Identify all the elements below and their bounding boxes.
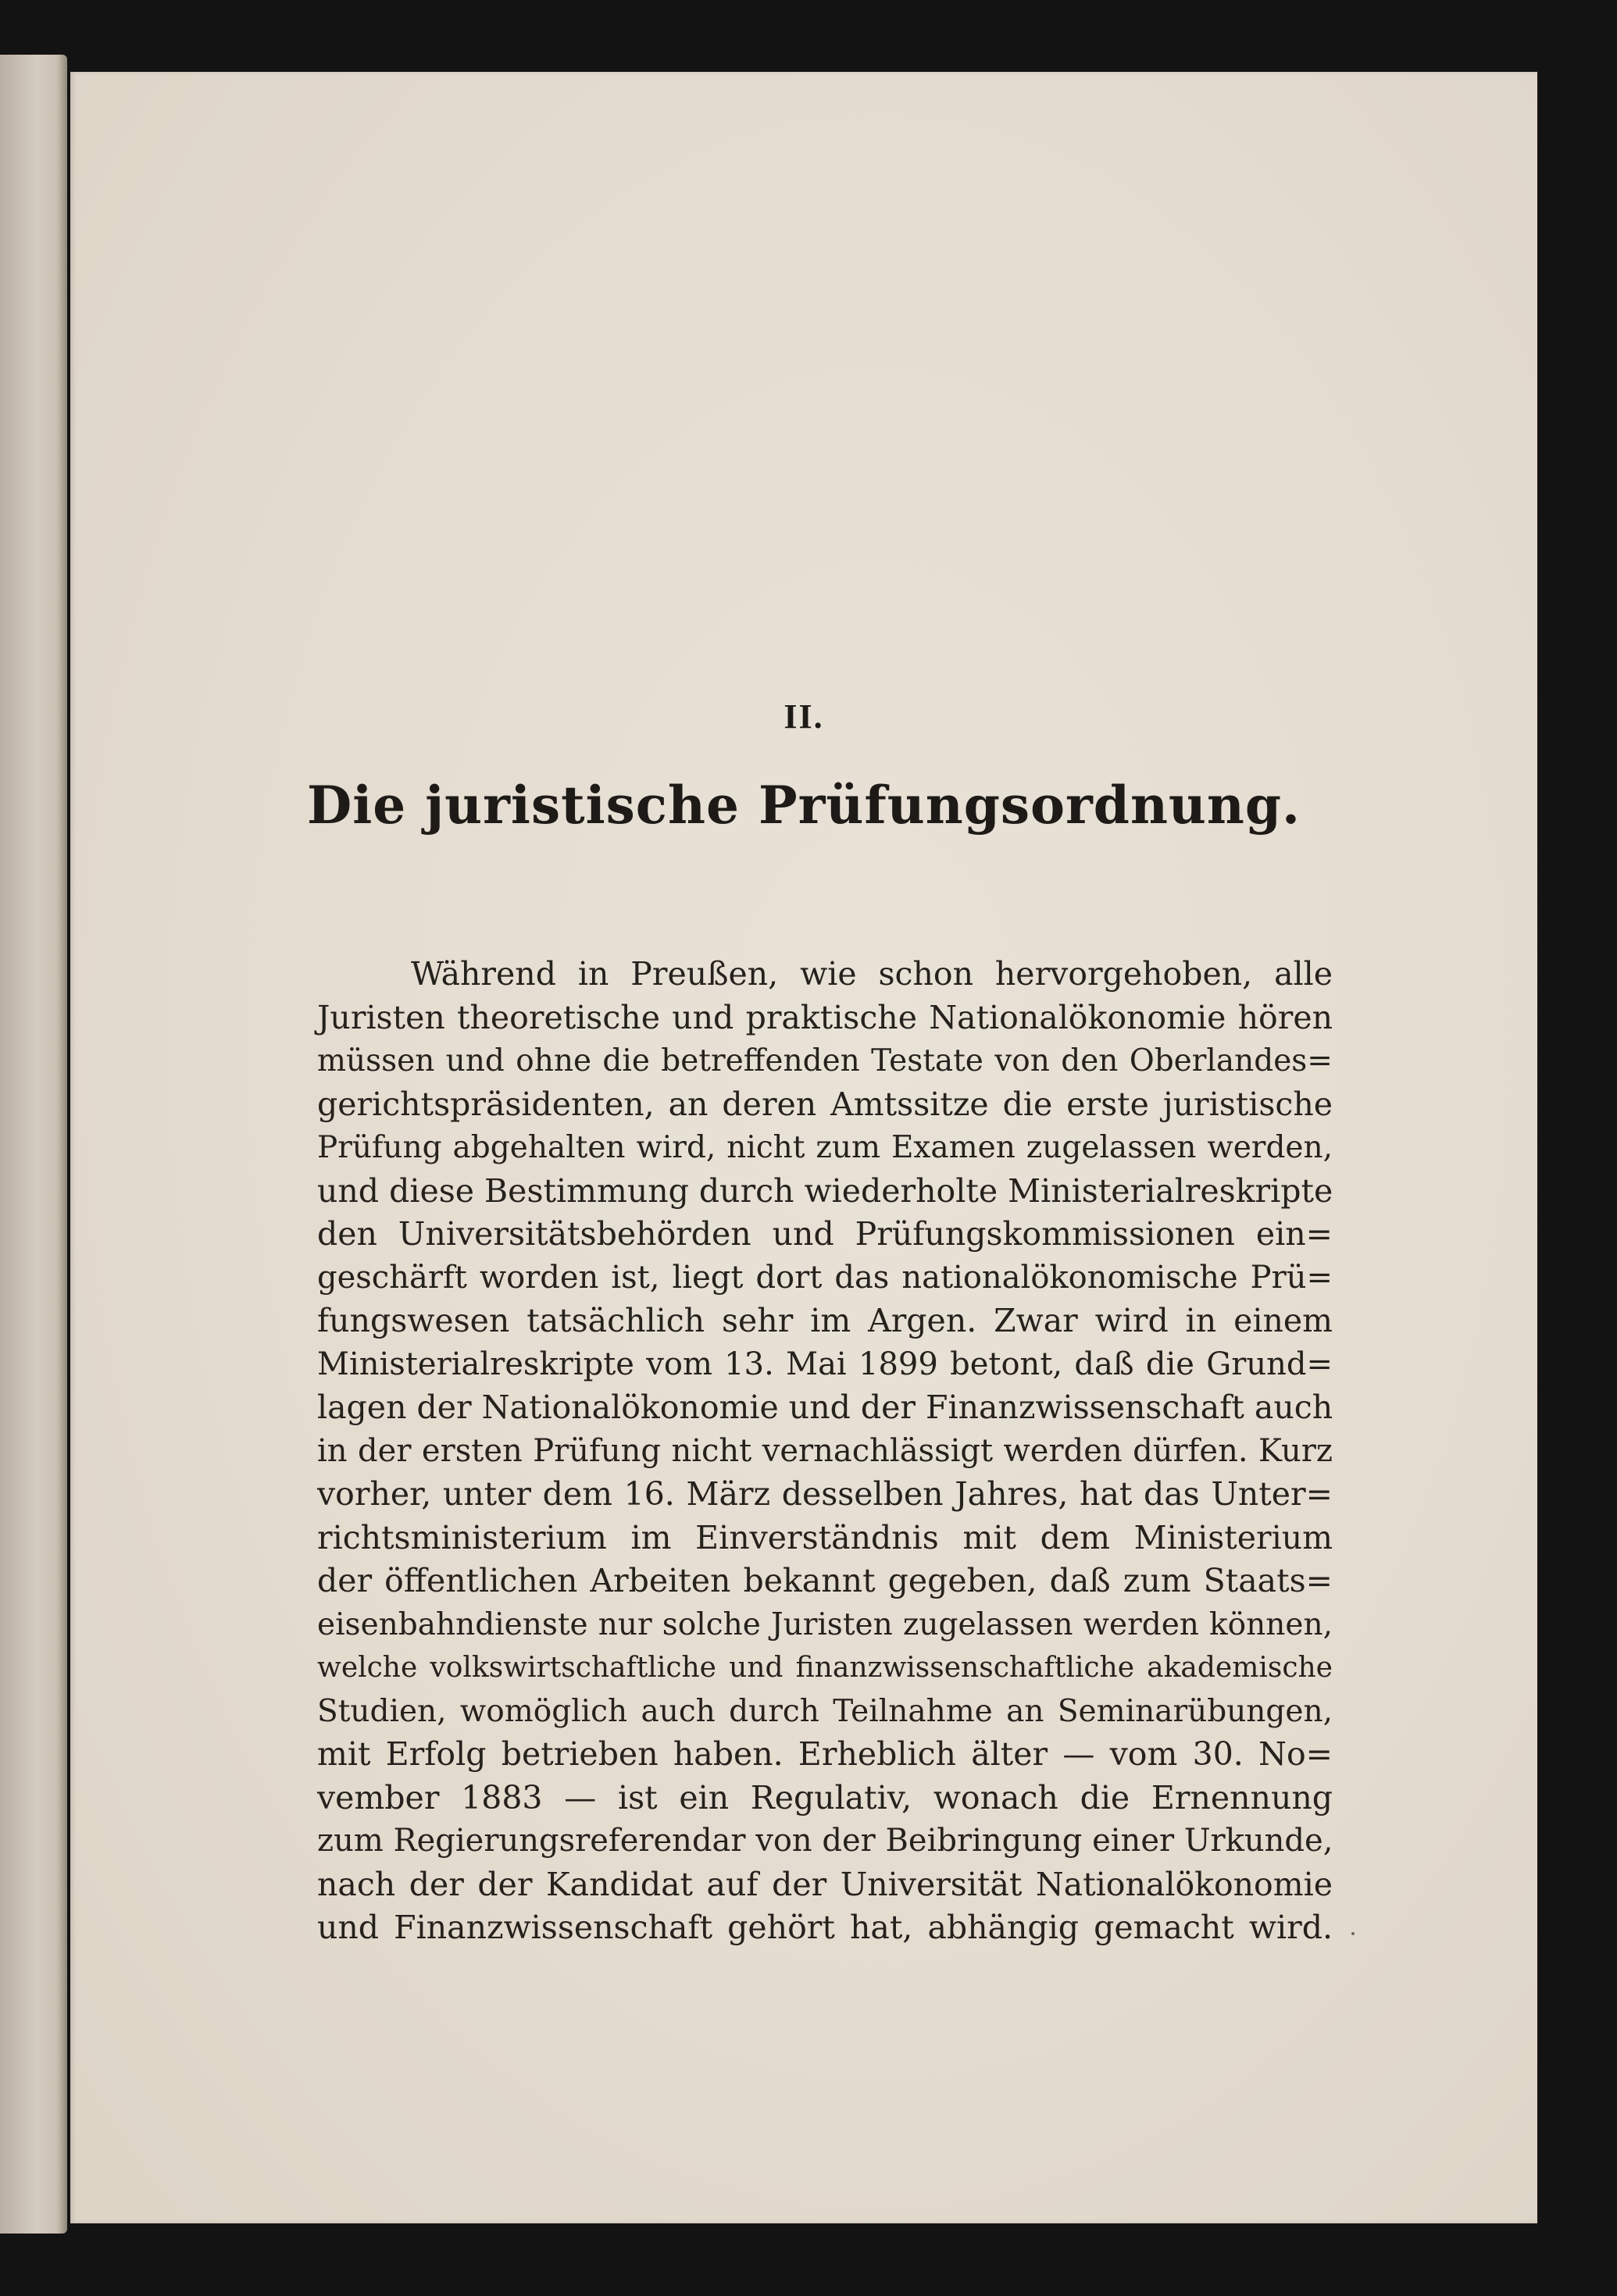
- text-line: den Universitätsbehörden und Prüfungskommissionen ein=: [317, 1215, 1333, 1253]
- text-line: gerichtspräsidenten, an deren Amtssitze die erste juristische: [317, 1085, 1333, 1123]
- text-line: müssen und ohne die betreffenden Testate von den Oberlandes=: [317, 1043, 1333, 1078]
- section-number: II.: [784, 697, 824, 736]
- chapter-heading: Die juristische Prüfungsordnung.: [306, 775, 1301, 836]
- text-line: geschärft worden ist, liegt dort das nationalökonomische Prü=: [317, 1259, 1333, 1296]
- text-line: Juristen theoretische und praktische Nationalökonomie hören: [317, 998, 1333, 1036]
- text-line: fungswesen tatsächlich sehr im Argen. Zwar wird in einem: [317, 1302, 1333, 1339]
- text-line: vorher, unter dem 16. März desselben Jahres, hat das Unter=: [317, 1475, 1333, 1513]
- text-line: zum Regierungsreferendar von der Beibringung einer Urkunde,: [317, 1823, 1333, 1859]
- ink-speck: [1351, 1932, 1355, 1935]
- body-paragraph: [317, 953, 1333, 1950]
- text-line: nach der der Kandidat auf der Universität Nationalökonomie: [317, 1865, 1333, 1903]
- text-line: und diese Bestimmung durch wiederholte Ministerialreskripte: [317, 1171, 1333, 1210]
- text-line: und Finanzwissenschaft gehört hat, abhängig gemacht wird.: [317, 1909, 1333, 1946]
- text-line: richtsministerium im Einverständnis mit dem Ministerium: [317, 1518, 1333, 1556]
- text-line: mit Erfolg betrieben haben. Erheblich älter — vom 30. No=: [317, 1735, 1333, 1773]
- left-page-edge: [0, 55, 67, 2234]
- text-line: lagen der Nationalökonomie und der Finanzwissenschaft auch: [317, 1389, 1333, 1426]
- text-line: eisenbahndienste nur solche Juristen zugelassen werden können,: [317, 1606, 1333, 1642]
- text-line: in der ersten Prüfung nicht vernachlässigt werden dürfen. Kurz: [317, 1432, 1333, 1469]
- text-line: vember 1883 — ist ein Regulativ, wonach die Ernennung: [317, 1778, 1333, 1816]
- text-line: der öffentlichen Arbeiten bekannt gegeben, daß zum Staats=: [317, 1562, 1333, 1599]
- text-line: Ministerialreskripte vom 13. Mai 1899 betont, daß die Grund=: [317, 1346, 1333, 1382]
- text-line: welche volkswirtschaftliche und finanzwissenschaftliche akademische: [317, 1652, 1333, 1684]
- text-line: Während in Preußen, wie schon hervorgehoben, alle: [411, 955, 1333, 993]
- text-line: Prüfung abgehalten wird, nicht zum Examen zugelassen werden,: [317, 1130, 1333, 1165]
- text-line: Studien, womöglich auch durch Teilnahme an Seminarübungen,: [317, 1693, 1333, 1729]
- book-page: [70, 72, 1537, 2223]
